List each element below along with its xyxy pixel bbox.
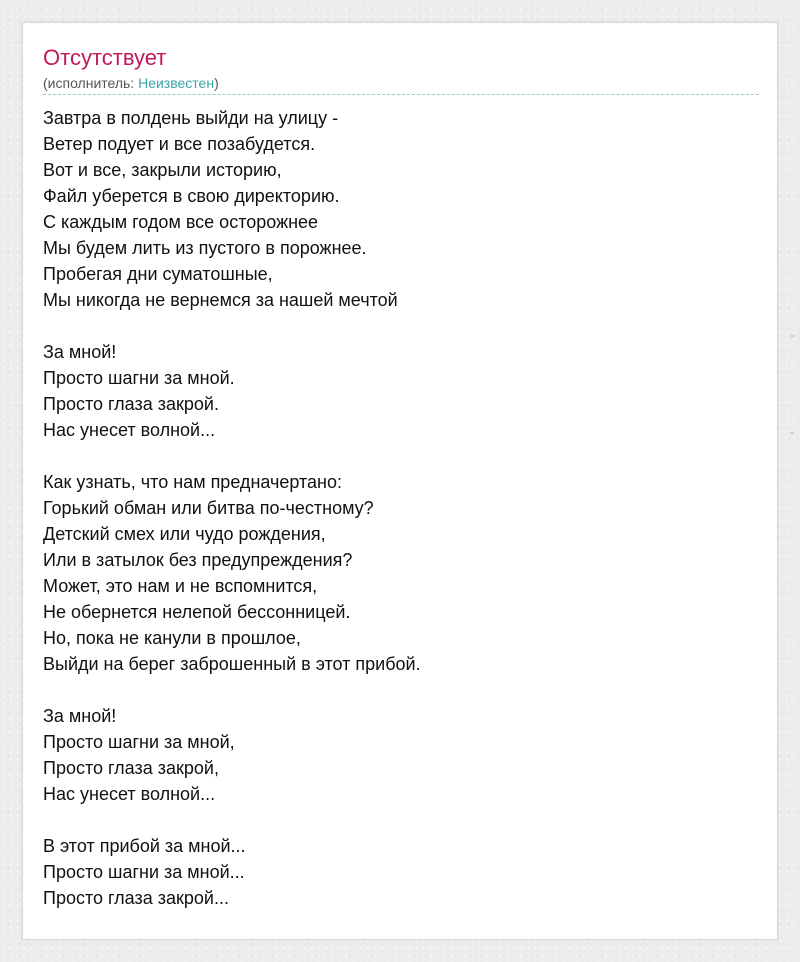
lyrics-line: Нас унесет волной... <box>43 420 216 440</box>
lyrics-line: Просто глаза закрой. <box>43 394 219 414</box>
artist-suffix: ) <box>214 75 219 91</box>
lyrics-text <box>43 105 759 937</box>
title-divider <box>43 94 759 95</box>
lyrics-card <box>22 22 778 940</box>
artist-link[interactable]: Неизвестен <box>138 75 215 91</box>
lyrics-line: Просто шагни за мной, <box>43 732 235 752</box>
lyrics-line: С каждым годом все осторожнее <box>43 212 319 232</box>
lyrics-stanza <box>43 469 759 677</box>
lyrics-line: Выйди на берег заброшенный в этот прибой. <box>43 654 421 674</box>
lyrics-stanza <box>43 339 759 443</box>
lyrics-stanza <box>43 703 759 807</box>
lyrics-line: Горький обман или битва по-честному? <box>43 498 374 518</box>
lyrics-line: Просто шагни за мной... <box>43 862 245 882</box>
lyrics-line: Вот и все, закрыли историю, <box>43 160 282 180</box>
lyrics-line: Но, пока не канули в прошлое, <box>43 628 301 648</box>
artist-prefix: (исполнитель: <box>43 75 139 91</box>
lyrics-line: Как узнать, что нам предначертано: <box>43 472 343 492</box>
lyrics-line: Просто шагни за мной. <box>43 368 235 388</box>
background-mark <box>790 432 794 434</box>
lyrics-line: Ветер подует и все позабудется. <box>43 134 316 154</box>
artist-line <box>43 74 219 92</box>
lyrics-line: Может, это нам и не вспомнится, <box>43 576 318 596</box>
lyrics-line: Мы никогда не вернемся за нашей мечтой <box>43 290 398 310</box>
lyrics-line: Просто глаза закрой, <box>43 758 219 778</box>
lyrics-line: Просто глаза закрой... <box>43 888 229 908</box>
lyrics-line: Не обернется нелепой бессонницей. <box>43 602 351 622</box>
background-mark <box>790 335 794 337</box>
lyrics-line: Файл уберется в свою директорию. <box>43 186 340 206</box>
lyrics-line: В этот прибой за мной... <box>43 836 246 856</box>
lyrics-line: Нас унесет волной... <box>43 784 216 804</box>
lyrics-stanza <box>43 833 759 911</box>
song-title: Отсутствует <box>43 45 167 70</box>
lyrics-line: Пробегая дни суматошные, <box>43 264 273 284</box>
lyrics-stanza <box>43 105 759 313</box>
lyrics-line: Или в затылок без предупреждения? <box>43 550 353 570</box>
lyrics-line: За мной! <box>43 706 117 726</box>
lyrics-line: Мы будем лить из пустого в порожнее. <box>43 238 367 258</box>
lyrics-line: Детский смех или чудо рождения, <box>43 524 326 544</box>
lyrics-line: Завтра в полдень выйди на улицу - <box>43 108 339 128</box>
lyrics-line: За мной! <box>43 342 117 362</box>
